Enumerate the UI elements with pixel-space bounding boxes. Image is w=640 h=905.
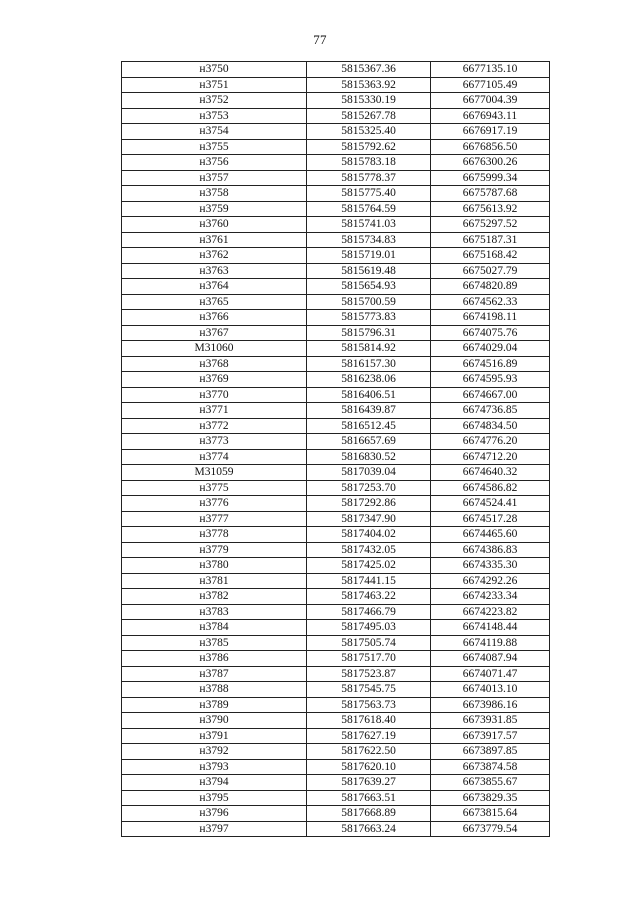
x-coordinate-cell: 5817404.02	[307, 527, 431, 543]
x-coordinate-cell: 5817292.86	[307, 496, 431, 512]
table-row	[122, 403, 550, 419]
point-id-cell: н3756	[122, 155, 307, 171]
y-coordinate-cell: 6674119.88	[431, 635, 550, 651]
y-coordinate-cell: 6673986.16	[431, 697, 550, 713]
x-coordinate-cell: 5815330.19	[307, 93, 431, 109]
table-row	[122, 542, 550, 558]
table-row	[122, 124, 550, 140]
y-coordinate-cell: 6676943.11	[431, 108, 550, 124]
x-coordinate-cell: 5815325.40	[307, 124, 431, 140]
y-coordinate-cell: 6673874.58	[431, 759, 550, 775]
x-coordinate-cell: 5815734.83	[307, 232, 431, 248]
table-row	[122, 806, 550, 822]
y-coordinate-cell: 6673815.64	[431, 806, 550, 822]
point-id-cell: н3769	[122, 372, 307, 388]
x-coordinate-cell: 5815654.93	[307, 279, 431, 295]
x-coordinate-cell: 5815783.18	[307, 155, 431, 171]
point-id-cell: н3759	[122, 201, 307, 217]
point-id-cell: н3786	[122, 651, 307, 667]
x-coordinate-cell: 5816512.45	[307, 418, 431, 434]
y-coordinate-cell: 6677135.10	[431, 62, 550, 78]
x-coordinate-cell: 5817545.75	[307, 682, 431, 698]
y-coordinate-cell: 6676917.19	[431, 124, 550, 140]
x-coordinate-cell: 5817495.03	[307, 620, 431, 636]
point-id-cell: н3775	[122, 480, 307, 496]
point-id-cell: н3784	[122, 620, 307, 636]
y-coordinate-cell: 6673855.67	[431, 775, 550, 791]
y-coordinate-cell: 6674640.32	[431, 465, 550, 481]
table-row	[122, 217, 550, 233]
table-row	[122, 310, 550, 326]
point-id-cell: н3758	[122, 186, 307, 202]
point-id-cell: н3764	[122, 279, 307, 295]
y-coordinate-cell: 6674667.00	[431, 387, 550, 403]
x-coordinate-cell: 5817517.70	[307, 651, 431, 667]
point-id-cell: н3765	[122, 294, 307, 310]
y-coordinate-cell: 6677004.39	[431, 93, 550, 109]
x-coordinate-cell: 5815741.03	[307, 217, 431, 233]
y-coordinate-cell: 6674736.85	[431, 403, 550, 419]
point-id-cell: н3788	[122, 682, 307, 698]
table-row	[122, 496, 550, 512]
x-coordinate-cell: 5817253.70	[307, 480, 431, 496]
point-id-cell: н3771	[122, 403, 307, 419]
x-coordinate-cell: 5816157.30	[307, 356, 431, 372]
y-coordinate-cell: 6674223.82	[431, 604, 550, 620]
y-coordinate-cell: 6674148.44	[431, 620, 550, 636]
x-coordinate-cell: 5817463.22	[307, 589, 431, 605]
y-coordinate-cell: 6674517.28	[431, 511, 550, 527]
point-id-cell: н3757	[122, 170, 307, 186]
x-coordinate-cell: 5817627.19	[307, 728, 431, 744]
x-coordinate-cell: 5815700.59	[307, 294, 431, 310]
y-coordinate-cell: 6674712.20	[431, 449, 550, 465]
table-row	[122, 728, 550, 744]
x-coordinate-cell: 5815619.48	[307, 263, 431, 279]
table-row	[122, 372, 550, 388]
x-coordinate-cell: 5815796.31	[307, 325, 431, 341]
x-coordinate-cell: 5815367.36	[307, 62, 431, 78]
y-coordinate-cell: 6674292.26	[431, 573, 550, 589]
table-row	[122, 790, 550, 806]
point-id-cell: н3794	[122, 775, 307, 791]
point-id-cell: н3796	[122, 806, 307, 822]
y-coordinate-cell: 6675027.79	[431, 263, 550, 279]
point-id-cell: М31059	[122, 465, 307, 481]
y-coordinate-cell: 6673829.35	[431, 790, 550, 806]
x-coordinate-cell: 5816439.87	[307, 403, 431, 419]
y-coordinate-cell: 6675168.42	[431, 248, 550, 264]
x-coordinate-cell: 5815773.83	[307, 310, 431, 326]
table-row	[122, 434, 550, 450]
table-row	[122, 620, 550, 636]
table-row	[122, 744, 550, 760]
x-coordinate-cell: 5815814.92	[307, 341, 431, 357]
x-coordinate-cell: 5817441.15	[307, 573, 431, 589]
table-row	[122, 465, 550, 481]
x-coordinate-cell: 5817663.51	[307, 790, 431, 806]
x-coordinate-cell: 5815267.78	[307, 108, 431, 124]
x-coordinate-cell: 5816830.52	[307, 449, 431, 465]
point-id-cell: н3783	[122, 604, 307, 620]
x-coordinate-cell: 5817432.05	[307, 542, 431, 558]
y-coordinate-cell: 6674013.10	[431, 682, 550, 698]
point-id-cell: н3767	[122, 325, 307, 341]
point-id-cell: н3780	[122, 558, 307, 574]
y-coordinate-cell: 6674776.20	[431, 434, 550, 450]
point-id-cell: н3793	[122, 759, 307, 775]
table-row	[122, 341, 550, 357]
y-coordinate-cell: 6674029.04	[431, 341, 550, 357]
point-id-cell: н3790	[122, 713, 307, 729]
y-coordinate-cell: 6675297.52	[431, 217, 550, 233]
coordinates-table-body	[122, 62, 550, 837]
y-coordinate-cell: 6674465.60	[431, 527, 550, 543]
table-row	[122, 697, 550, 713]
x-coordinate-cell: 5816238.06	[307, 372, 431, 388]
x-coordinate-cell: 5817347.90	[307, 511, 431, 527]
table-row	[122, 682, 550, 698]
x-coordinate-cell: 5817663.24	[307, 821, 431, 837]
y-coordinate-cell: 6674075.76	[431, 325, 550, 341]
table-row	[122, 387, 550, 403]
point-id-cell: н3772	[122, 418, 307, 434]
y-coordinate-cell: 6674233.34	[431, 589, 550, 605]
x-coordinate-cell: 5817668.89	[307, 806, 431, 822]
x-coordinate-cell: 5817039.04	[307, 465, 431, 481]
table-row	[122, 651, 550, 667]
y-coordinate-cell: 6674586.82	[431, 480, 550, 496]
point-id-cell: н3754	[122, 124, 307, 140]
point-id-cell: н3778	[122, 527, 307, 543]
y-coordinate-cell: 6674087.94	[431, 651, 550, 667]
x-coordinate-cell: 5816406.51	[307, 387, 431, 403]
table-row	[122, 263, 550, 279]
table-row	[122, 248, 550, 264]
page-number: 77	[313, 32, 327, 47]
table-row	[122, 418, 550, 434]
table-row	[122, 170, 550, 186]
table-row	[122, 108, 550, 124]
x-coordinate-cell: 5815775.40	[307, 186, 431, 202]
table-row	[122, 294, 550, 310]
x-coordinate-cell: 5817505.74	[307, 635, 431, 651]
point-id-cell: н3779	[122, 542, 307, 558]
table-row	[122, 279, 550, 295]
y-coordinate-cell: 6674198.11	[431, 310, 550, 326]
table-row	[122, 759, 550, 775]
point-id-cell: н3760	[122, 217, 307, 233]
x-coordinate-cell: 5816657.69	[307, 434, 431, 450]
point-id-cell: н3785	[122, 635, 307, 651]
x-coordinate-cell: 5817620.10	[307, 759, 431, 775]
table-row	[122, 713, 550, 729]
x-coordinate-cell: 5817639.27	[307, 775, 431, 791]
y-coordinate-cell: 6674562.33	[431, 294, 550, 310]
point-id-cell: н3768	[122, 356, 307, 372]
table-row	[122, 449, 550, 465]
point-id-cell: н3751	[122, 77, 307, 93]
point-id-cell: н3792	[122, 744, 307, 760]
x-coordinate-cell: 5817618.40	[307, 713, 431, 729]
y-coordinate-cell: 6675787.68	[431, 186, 550, 202]
point-id-cell: н3774	[122, 449, 307, 465]
y-coordinate-cell: 6674516.89	[431, 356, 550, 372]
y-coordinate-cell: 6673931.85	[431, 713, 550, 729]
x-coordinate-cell: 5817425.02	[307, 558, 431, 574]
point-id-cell: н3750	[122, 62, 307, 78]
point-id-cell: н3777	[122, 511, 307, 527]
point-id-cell: н3776	[122, 496, 307, 512]
table-row	[122, 155, 550, 171]
table-row	[122, 201, 550, 217]
point-id-cell: н3787	[122, 666, 307, 682]
y-coordinate-cell: 6674820.89	[431, 279, 550, 295]
point-id-cell: н3797	[122, 821, 307, 837]
point-id-cell: н3762	[122, 248, 307, 264]
table-row	[122, 480, 550, 496]
table-row	[122, 666, 550, 682]
table-row	[122, 93, 550, 109]
y-coordinate-cell: 6674386.83	[431, 542, 550, 558]
point-id-cell: н3791	[122, 728, 307, 744]
x-coordinate-cell: 5817466.79	[307, 604, 431, 620]
y-coordinate-cell: 6674071.47	[431, 666, 550, 682]
table-row	[122, 139, 550, 155]
point-id-cell: н3753	[122, 108, 307, 124]
point-id-cell: н3795	[122, 790, 307, 806]
table-row	[122, 573, 550, 589]
y-coordinate-cell: 6674595.93	[431, 372, 550, 388]
point-id-cell: н3755	[122, 139, 307, 155]
y-coordinate-cell: 6673779.54	[431, 821, 550, 837]
point-id-cell: н3752	[122, 93, 307, 109]
x-coordinate-cell: 5817622.50	[307, 744, 431, 760]
y-coordinate-cell: 6674524.41	[431, 496, 550, 512]
point-id-cell: н3766	[122, 310, 307, 326]
point-id-cell: н3763	[122, 263, 307, 279]
table-row	[122, 635, 550, 651]
point-id-cell: н3782	[122, 589, 307, 605]
y-coordinate-cell: 6676300.26	[431, 155, 550, 171]
point-id-cell: н3781	[122, 573, 307, 589]
table-row	[122, 186, 550, 202]
point-id-cell: н3789	[122, 697, 307, 713]
coordinates-table	[121, 61, 550, 837]
y-coordinate-cell: 6677105.49	[431, 77, 550, 93]
y-coordinate-cell: 6673917.57	[431, 728, 550, 744]
point-id-cell: н3761	[122, 232, 307, 248]
table-row	[122, 558, 550, 574]
table-row	[122, 527, 550, 543]
x-coordinate-cell: 5815719.01	[307, 248, 431, 264]
y-coordinate-cell: 6675187.31	[431, 232, 550, 248]
table-row	[122, 62, 550, 78]
table-row	[122, 77, 550, 93]
y-coordinate-cell: 6674335.30	[431, 558, 550, 574]
table-row	[122, 232, 550, 248]
table-row	[122, 325, 550, 341]
point-id-cell: н3770	[122, 387, 307, 403]
table-row	[122, 356, 550, 372]
x-coordinate-cell: 5815778.37	[307, 170, 431, 186]
y-coordinate-cell: 6676856.50	[431, 139, 550, 155]
point-id-cell: М31060	[122, 341, 307, 357]
y-coordinate-cell: 6675999.34	[431, 170, 550, 186]
table-row	[122, 511, 550, 527]
x-coordinate-cell: 5815764.59	[307, 201, 431, 217]
point-id-cell: н3773	[122, 434, 307, 450]
x-coordinate-cell: 5817523.87	[307, 666, 431, 682]
table-row	[122, 604, 550, 620]
x-coordinate-cell: 5817563.73	[307, 697, 431, 713]
table-row	[122, 589, 550, 605]
x-coordinate-cell: 5815363.92	[307, 77, 431, 93]
x-coordinate-cell: 5815792.62	[307, 139, 431, 155]
y-coordinate-cell: 6675613.92	[431, 201, 550, 217]
y-coordinate-cell: 6674834.50	[431, 418, 550, 434]
y-coordinate-cell: 6673897.85	[431, 744, 550, 760]
table-row	[122, 821, 550, 837]
table-row	[122, 775, 550, 791]
